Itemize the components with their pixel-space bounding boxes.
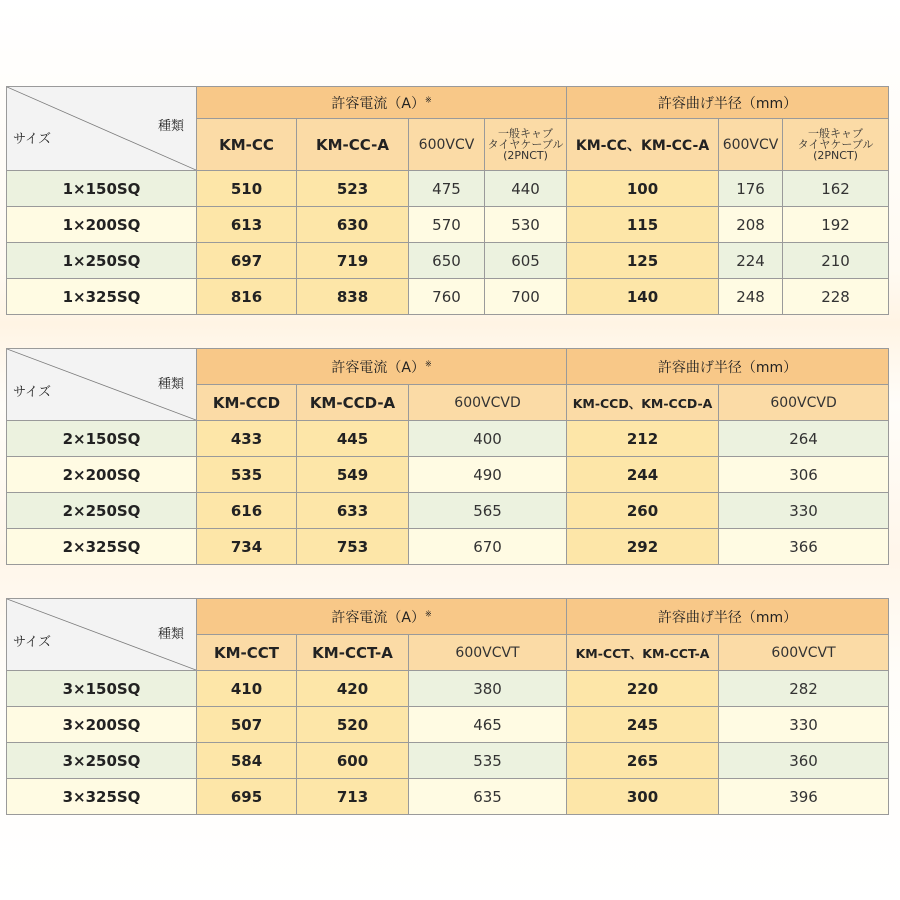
corner-size-label: サイズ bbox=[13, 385, 51, 401]
column-header: KM-CCD bbox=[197, 385, 297, 421]
table-row: 3×325SQ 695 713 635 300 396 bbox=[7, 779, 889, 815]
column-header: KM-CC-A bbox=[297, 119, 409, 171]
table-row: 2×250SQ 616 633 565 260 330 bbox=[7, 493, 889, 529]
column-header: 一般キャブ タイヤケーブル (2PNCT) bbox=[783, 119, 889, 171]
table-row: 1×250SQ 697 719 650 605 125 224 210 bbox=[7, 243, 889, 279]
table-row: 2×200SQ 535 549 490 244 306 bbox=[7, 457, 889, 493]
corner-size-label: サイズ bbox=[13, 131, 51, 147]
allowable-current-header: 許容電流（A）※ bbox=[197, 599, 567, 635]
column-header: 600VCVT bbox=[719, 635, 889, 671]
column-header: 600VCVD bbox=[719, 385, 889, 421]
corner-kind-label: 種類 bbox=[157, 119, 184, 135]
table-row: 1×200SQ 613 630 570 530 115 208 192 bbox=[7, 207, 889, 243]
table-row: 3×150SQ 410 420 380 220 282 bbox=[7, 671, 889, 707]
table-row: 1×150SQ 510 523 475 440 100 176 162 bbox=[7, 171, 889, 207]
bending-radius-header: 許容曲げ半径（mm） bbox=[567, 87, 889, 119]
spec-table-three-core bbox=[6, 598, 889, 815]
column-header: KM-CCD-A bbox=[297, 385, 409, 421]
column-header: KM-CCT bbox=[197, 635, 297, 671]
column-header: KM-CC、KM-CC-A bbox=[567, 119, 719, 171]
column-header: 600VCVD bbox=[409, 385, 567, 421]
column-header: 600VCV bbox=[409, 119, 485, 171]
table-corner bbox=[7, 599, 197, 671]
corner-kind-label: 種類 bbox=[157, 377, 184, 393]
allowable-current-header: 許容電流（A）※ bbox=[197, 87, 567, 119]
column-header: KM-CCD、KM-CCD-A bbox=[567, 385, 719, 421]
column-header: 600VCVT bbox=[409, 635, 567, 671]
column-header: 一般キャブ タイヤケーブル (2PNCT) bbox=[485, 119, 567, 171]
table-row: 3×250SQ 584 600 535 265 360 bbox=[7, 743, 889, 779]
table-row: 2×150SQ 433 445 400 212 264 bbox=[7, 421, 889, 457]
spec-table-single-core bbox=[6, 86, 889, 315]
table-row: 2×325SQ 734 753 670 292 366 bbox=[7, 529, 889, 565]
column-header: KM-CC bbox=[197, 119, 297, 171]
corner-kind-label: 種類 bbox=[157, 627, 184, 643]
column-header: KM-CCT、KM-CCT-A bbox=[567, 635, 719, 671]
spec-table-two-core bbox=[6, 348, 889, 565]
bending-radius-header: 許容曲げ半径（mm） bbox=[567, 349, 889, 385]
table-row: 1×325SQ 816 838 760 700 140 248 228 bbox=[7, 279, 889, 315]
column-header: KM-CCT-A bbox=[297, 635, 409, 671]
corner-size-label: サイズ bbox=[13, 635, 51, 651]
bending-radius-header: 許容曲げ半径（mm） bbox=[567, 599, 889, 635]
column-header: 600VCV bbox=[719, 119, 783, 171]
allowable-current-header: 許容電流（A）※ bbox=[197, 349, 567, 385]
table-corner bbox=[7, 349, 197, 421]
table-row: 3×200SQ 507 520 465 245 330 bbox=[7, 707, 889, 743]
table-corner bbox=[7, 87, 197, 171]
